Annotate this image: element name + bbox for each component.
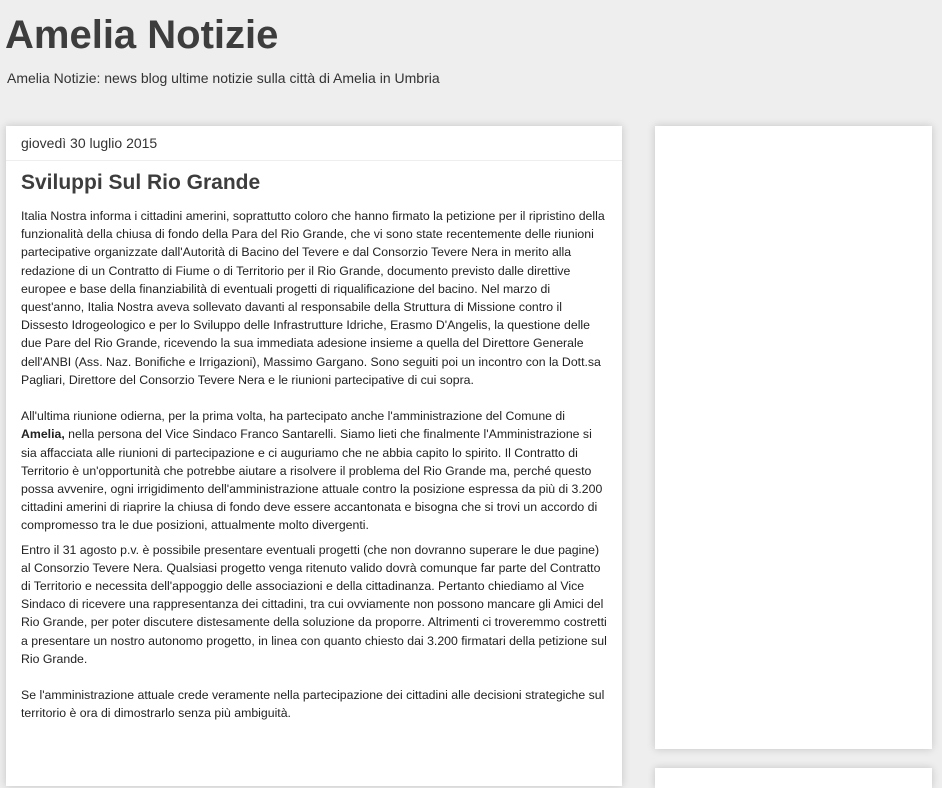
post-date: giovedì 30 luglio 2015: [6, 126, 622, 161]
post-body: [21, 207, 608, 723]
post-paragraph: [21, 407, 608, 534]
post-paragraph: Se l'amministrazione attuale crede veramente nella partecipazione dei cittadini alle decisioni strategiche sul territorio è ora di dimostrarlo senza più ambiguità.: [21, 688, 605, 721]
paragraph-spacer: [21, 389, 608, 407]
blog-title[interactable]: Amelia Notizie: [5, 13, 279, 57]
sidebar-widget: [655, 768, 932, 788]
post-paragraph: Entro il 31 agosto p.v. è possibile presentare eventuali progetti (che non dovranno superare le due pagine) al Consorzio Tevere Nera. Qualsiasi progetto venga ritenuto valido dovrà comunque far parte del Contratto di Territorio e necessita dell'appoggio delle associazioni e della cittadinanza. Pertanto chiediamo al Vice Sindaco di ricevere una rappresentanza dei cittadini, tra cui ovviamente non possono mancare gli Amici del Rio Grande, per poter discutere distesamente della soluzione da proporre. Altrimenti ci troveremmo costretti a presentare un nostro autonomo progetto, in linea con quanto chiesto dai 3.200 firmatari della petizione sul Rio Grande.: [21, 542, 607, 666]
main-column: [6, 126, 622, 786]
paragraph-spacer: [21, 668, 608, 686]
sidebar-widget: [655, 126, 932, 749]
post-paragraph-bold: Amelia,: [21, 427, 65, 442]
post-paragraph-text: All'ultima riunione odierna, per la prima volta, ha partecipato anche l'amministrazione del Comune di: [21, 409, 565, 424]
post-paragraph: Italia Nostra informa i cittadini amerini, soprattutto coloro che hanno firmato la petizione per il ripristino della funzionalità della chiusa di fondo della Para del Rio Grande, che vi sono state recentemente delle riunioni partecipative organizzate dall'Autorità di Bacino del Tevere e dal Consorzio Tevere Nera in merito alla redazione di un Contratto di Fiume o di Territorio per il Rio Grande, documento previsto dalle direttive europee e base della finanziabilità di eventuali progetti di riqualificazione del bacino. Nel marzo di quest'anno, Italia Nostra aveva sollevato davanti al responsabile della Struttura di Missione contro il Dissesto Idrogeologico e per lo Sviluppo delle Infrastrutture Idriche, Erasmo D'Angelis, la questione delle due Pare del Rio Grande, ricevendo la sua immediata adesione insieme a quella del Direttore Generale dell'ANBI (Ass. Naz. Bonifiche e Irrigazioni), Massimo Gargano. Sono seguiti poi un incontro con la Dott.sa Pagliari, Direttore del Consorzio Tevere Nera e le riunioni partecipative di cui sopra.: [21, 209, 605, 387]
blog-description: Amelia Notizie: news blog ultime notizie sulla città di Amelia in Umbria: [7, 70, 440, 86]
post-paragraph-text: nella persona del Vice Sindaco Franco Santarelli. Siamo lieti che finalmente l'Amministrazione si sia affacciata alle riunioni di partecipazione e ci auguriamo che ne abbia capito lo spirito. Il Contratto di Territorio è un'opportunità che potrebbe aiutare a risolvere il problema del Rio Grande ma, perché questo possa avvenire, ogni irrigidimento dell'amministrazione attuale contro la posizione espressa da più di 3.200 cittadini amerini di riaprire la chiusa di fondo deve essere accantonata e bisogna che si trovi un accordo di compromesso tra le due posizioni, attualmente molto divergenti.: [21, 427, 603, 533]
blog-header: [0, 0, 942, 110]
post-title[interactable]: Sviluppi Sul Rio Grande: [21, 171, 261, 194]
